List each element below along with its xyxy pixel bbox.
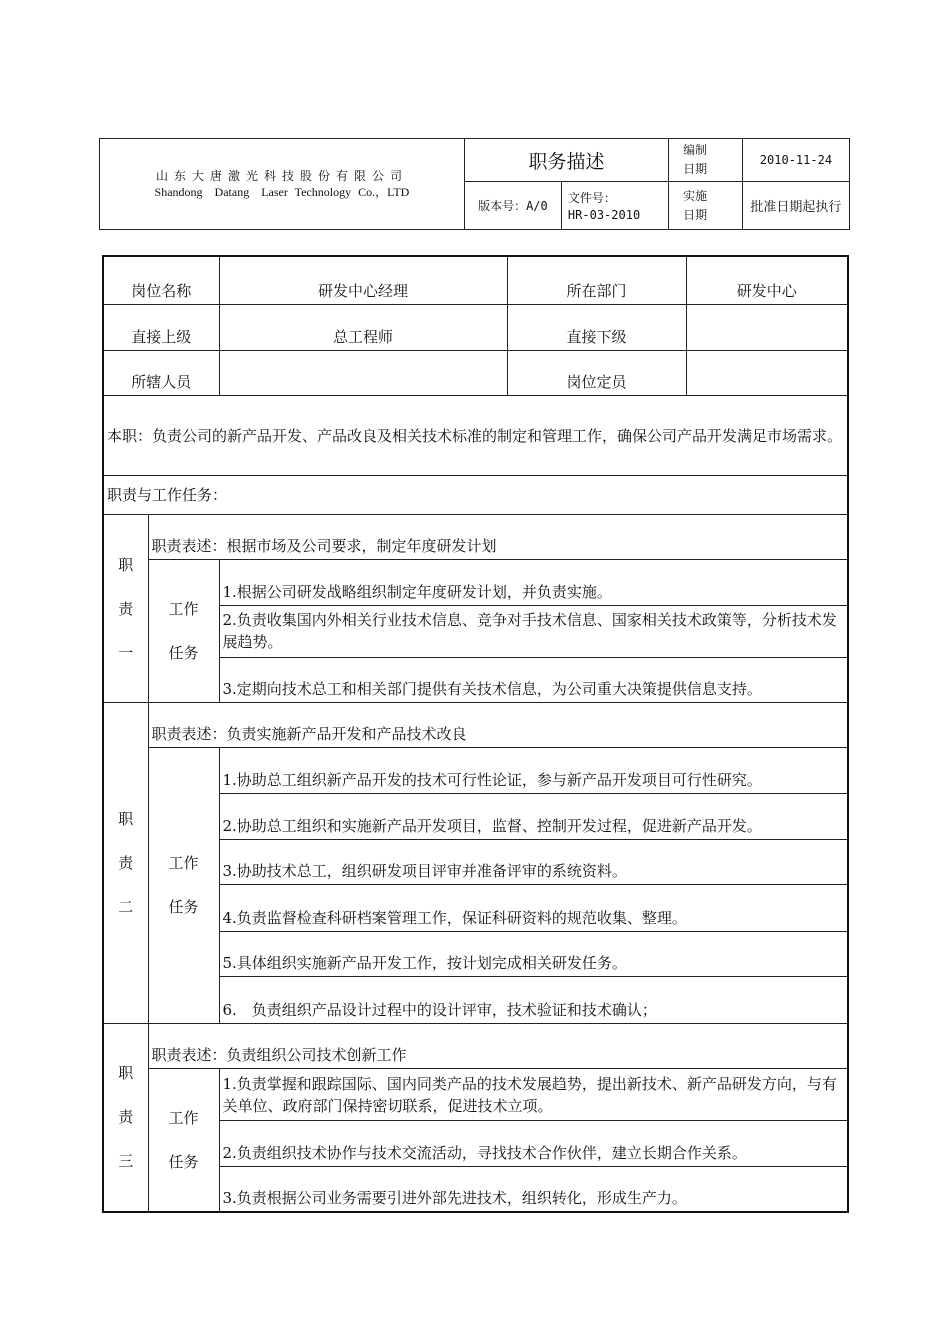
impl-label-line2: 日期	[683, 207, 708, 222]
duty-3-task-2: 2.负责组织技术协作与技术交流活动，寻找技术合作伙伴，建立长期合作关系。	[219, 1121, 848, 1167]
position-row-1	[103, 256, 848, 304]
duty-1-task-3: 3.定期向技术总工和相关部门提供有关技术信息，为公司重大决策提供信息支持。	[219, 657, 848, 702]
staff-value	[219, 350, 507, 395]
file-number: HR-03-2010	[567, 208, 641, 222]
task-label-line2: 任务	[168, 644, 199, 663]
duty-2-task-3: 3.协助技术总工，组织研发项目评审并准备评审的系统资料。	[219, 840, 848, 885]
job-description-table	[102, 255, 849, 1213]
duty-3-char-3: 三	[118, 1152, 134, 1171]
summary-row	[103, 395, 848, 475]
task-label-line1: 工作	[168, 600, 199, 619]
duty-1-char-1: 职	[118, 555, 134, 574]
duty-3-statement: 职责表述：负责组织公司技术创新工作	[148, 1023, 848, 1068]
position-name-label: 岗位名称	[103, 256, 219, 304]
quota-value	[686, 350, 848, 395]
duty-3-statement-row	[103, 1023, 848, 1068]
position-row-3	[103, 350, 848, 395]
duty-2-label	[103, 702, 148, 1023]
compile-label-line2: 日期	[683, 162, 708, 176]
duty-3-char-1: 职	[118, 1064, 134, 1083]
quota-label: 岗位定员	[507, 350, 686, 395]
duties-heading-row	[103, 476, 848, 515]
duty-3-task-1: 1.负责掌握和跟踪国际、国内同类产品的技术发展趋势，提出新技术、新产品研发方向，与有关单位、政府部门保持密切联系，促进技术立项。	[219, 1068, 848, 1120]
task-label-line1: 工作	[168, 854, 199, 873]
impl-date-label	[669, 182, 743, 230]
duty-1-task-label	[148, 560, 219, 702]
duty-2-char-2: 责	[118, 853, 134, 872]
compile-date: 2010-11-24	[742, 139, 849, 182]
position-row-2	[103, 304, 848, 350]
company-name-en: Shandong Datang Laser Technology Co.，LTD	[154, 185, 410, 199]
file-number-cell	[561, 182, 668, 230]
task-label-line2: 任务	[168, 898, 199, 917]
duty-2-task-5: 5.具体组织实施新产品开发工作，按计划完成相关研发任务。	[219, 931, 848, 976]
file-number-label: 文件号：	[567, 191, 616, 205]
duty-2-task-1: 1.协助总工组织新产品开发的技术可行性论证，参与新产品开发项目可行性研究。	[219, 748, 848, 794]
superior-value: 总工程师	[219, 304, 507, 350]
duty-summary: 本职：负责公司的新产品开发、产品改良及相关技术标准的制定和管理工作，确保公司产品开发满足市场需求。	[103, 395, 848, 475]
duty-2-task-4: 4.负责监督检查科研档案管理工作，保证科研资料的规范收集、整理。	[219, 885, 848, 931]
subordinate-value	[686, 304, 848, 350]
duty-2-statement: 职责表述：负责实施新产品开发和产品技术改良	[148, 702, 848, 747]
duty-3-label	[103, 1023, 148, 1212]
duty-2-task-6: 6. 负责组织产品设计过程中的设计评审，技术验证和技术确认；	[219, 976, 848, 1023]
duty-2-char-3: 二	[118, 897, 134, 916]
document-header	[99, 138, 850, 230]
impl-label-line1: 实施	[683, 188, 708, 203]
company-name-cn: 山东大唐激光科技股份有限公司	[155, 169, 408, 183]
subordinate-label: 直接下级	[507, 304, 686, 350]
duty-1-label	[103, 515, 148, 703]
duty-1-char-2: 责	[118, 599, 134, 618]
superior-label: 直接上级	[103, 304, 219, 350]
task-label-line2: 任务	[168, 1152, 199, 1171]
compile-label-line1: 编制	[683, 143, 708, 157]
version-number: 版本号：A/0	[464, 182, 561, 230]
duty-2-statement-row	[103, 702, 848, 747]
duty-3-task-3: 3.负责根据公司业务需要引进外部先进技术，组织转化，形成生产力。	[219, 1167, 848, 1212]
staff-label: 所辖人员	[103, 350, 219, 395]
task-label-line1: 工作	[168, 1108, 199, 1127]
department-label: 所在部门	[507, 256, 686, 304]
duty-2-task-row	[103, 748, 848, 794]
document-title: 职务描述	[464, 139, 668, 182]
duty-3-char-2: 责	[118, 1108, 134, 1127]
company-cell	[100, 139, 465, 230]
duty-2-task-2: 2.协助总工组织和实施新产品开发项目，监督、控制开发过程，促进新产品开发。	[219, 794, 848, 840]
duty-1-statement: 职责表述：根据市场及公司要求，制定年度研发计划	[148, 515, 848, 560]
compile-date-label	[669, 139, 743, 182]
department-value: 研发中心	[686, 256, 848, 304]
duty-1-task-1: 1.根据公司研发战略组织制定年度研发计划，并负责实施。	[219, 560, 848, 605]
duty-1-statement-row	[103, 515, 848, 560]
position-name-value: 研发中心经理	[219, 256, 507, 304]
duty-3-task-label	[148, 1068, 219, 1212]
duty-2-task-label	[148, 748, 219, 1024]
duties-heading: 职责与工作任务：	[103, 476, 848, 515]
duty-2-char-1: 职	[118, 809, 134, 828]
duty-1-task-row	[103, 560, 848, 605]
duty-1-task-2: 2.负责收集国内外相关行业技术信息、竞争对手技术信息、国家相关技术政策等，分析技术发展趋势。	[219, 605, 848, 657]
duty-3-task-row	[103, 1068, 848, 1120]
impl-date-value: 批准日期起执行	[742, 182, 849, 230]
duty-1-char-3: 一	[118, 643, 134, 662]
